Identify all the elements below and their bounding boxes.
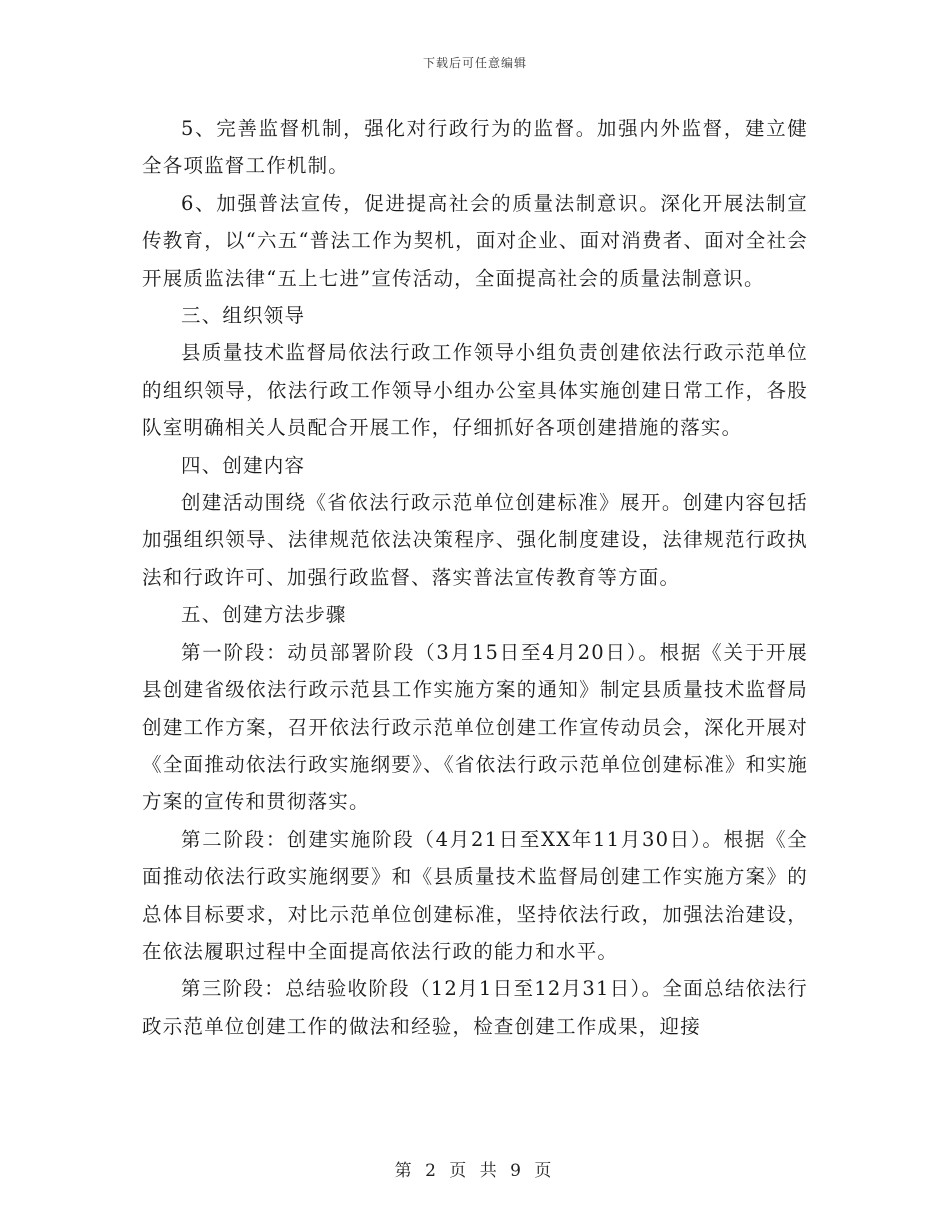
paragraph-content: 创建活动围绕《省依法行政示范单位创建标准》展开。创建内容包括加强组织领导、法律规范依法决策程序、强化制度建设，法律规范行政执法和行政许可、加强行政监督、落实普法宣传教育等方面。 (142, 491, 808, 589)
section-heading-organization: 三、组织领导 (181, 304, 306, 328)
section-heading-content: 四、创建内容 (181, 453, 306, 477)
paragraph-stage-one: 第一阶段：动员部署阶段（3月15日至4月20日）。根据《关于开展县创建省级依法行政示范县工作实施方案的通知》制定县质量技术监督局创建工作方案，召开依法行政示范单位创建工作宣传动员会，深化开展对《全面推动依法行政实施纲要》、《省依法行政示范单位创建标准》和实施方案的宣传和贯彻落实。 (142, 640, 808, 814)
paragraph-stage-three: 第三阶段：总结验收阶段（12月1日至12月31日）。全面总结依法行政示范单位创建工作的做法和经验，检查创建工作成果，迎接 (142, 977, 808, 1038)
document-body (142, 110, 808, 1045)
paragraph-stage-two: 第二阶段：创建实施阶段（4月21日至XX年11月30日）。根据《全面推动依法行政实施纲要》和《县质量技术监督局创建工作实施方案》的总体目标要求，对比示范单位创建标准，坚持依法行政，加强法治建设，在依法履职过程中全面提高依法行政的能力和水平。 (142, 827, 808, 963)
paragraph-organization: 县质量技术监督局依法行政工作领导小组负责创建依法行政示范单位的组织领导，依法行政工作领导小组办公室具体实施创建日常工作，各股队室明确相关人员配合开展工作，仔细抓好各项创建措施的落实。 (142, 341, 808, 440)
paragraph-legal-publicity: 6、加强普法宣传，促进提高社会的质量法制意识。深化开展法制宣传教育，以“六五“普法工作为契机，面对企业、面对消费者、面对全社会开展质监法律“五上七进”宣传活动，全面提高社会的质量法制意识。 (142, 191, 808, 290)
header-note: 下载后可任意编辑 (422, 56, 527, 70)
paragraph-supervision-mechanism: 5、完善监督机制，强化对行政行为的监督。加强内外监督，建立健全各项监督工作机制。 (142, 117, 808, 178)
section-heading-steps: 五、创建方法步骤 (181, 603, 347, 627)
page-number: 第 2 页 共 9 页 (394, 1161, 556, 1181)
